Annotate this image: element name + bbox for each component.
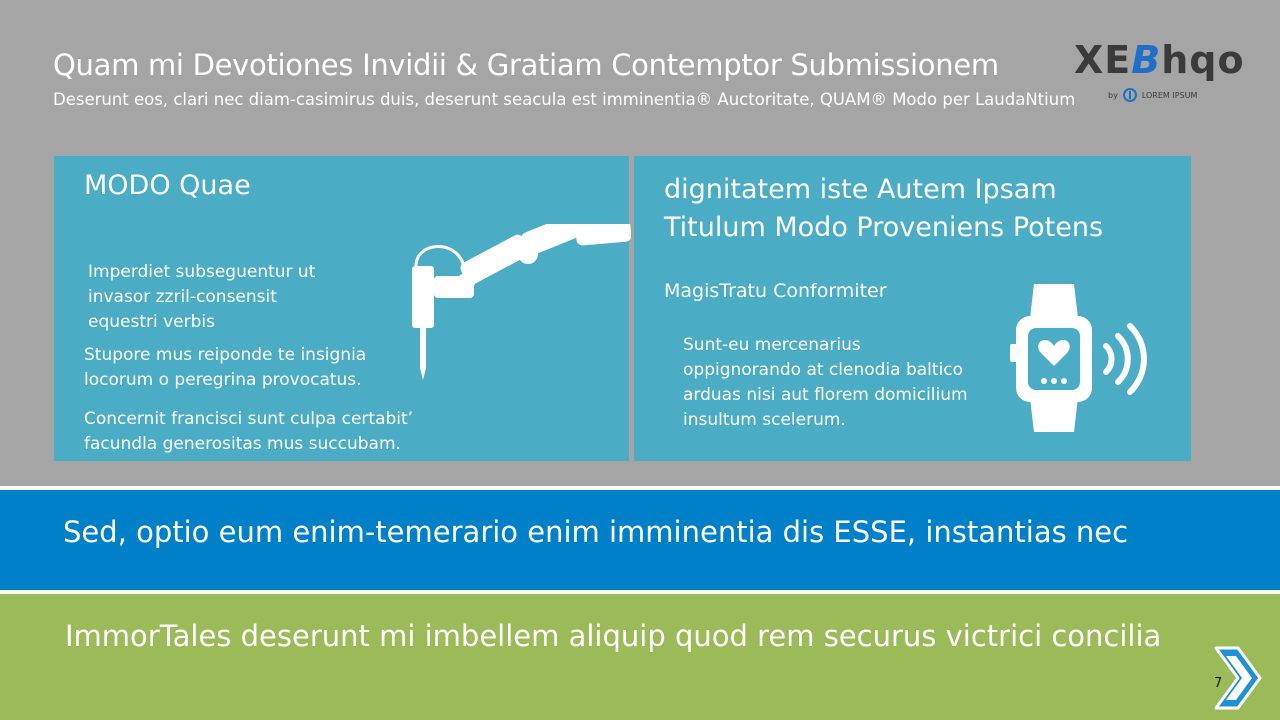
right-panel-body: Sunt-eu mercenarius oppignorando at clenodia baltico arduas nisi aut florem domicilium insultum scelerum. (683, 335, 968, 430)
right-panel (634, 156, 1191, 461)
right-panel-title-line-1: dignitatem iste Autem Ipsam (664, 174, 1057, 205)
left-panel-title: MODO Quae (84, 170, 251, 201)
blue-band-text: Sed, optio eum enim-temerario enim imminentia dis ESSE, instantias nec (63, 515, 1129, 549)
logo-wordmark-part: hqo (1161, 38, 1245, 82)
left-panel (54, 156, 629, 461)
left-panel-paragraph-2: Concernit francisci sunt culpa certabit’ facundla generositas mus succubam. (84, 409, 414, 454)
logo-byline (1108, 88, 1197, 102)
right-panel-title-line-2: Titulum Modo Proveniens Potens (664, 212, 1104, 243)
page-number: 7 (1214, 676, 1223, 691)
robotic-arm-icon (406, 224, 631, 384)
company-logo (1070, 38, 1245, 110)
blue-band (0, 490, 1280, 590)
slide-title: Quam mi Devotiones Invidii & Gratiam Contemptor Submissionem (53, 48, 999, 82)
logo-wordmark-accent: B (1131, 38, 1162, 82)
logo-company-name: LOREM IPSUM (1141, 90, 1198, 100)
logo-by-text: by (1108, 90, 1118, 100)
slide-subtitle: Deserunt eos, clari nec diam-casimirus duis, deserunt seacula est imminentia® Auctoritate, QUAM® Modo per LaudaNtium (53, 90, 1076, 109)
green-band (0, 594, 1280, 720)
chevron-right-icon[interactable] (1212, 644, 1264, 712)
logo-wordmark (1074, 38, 1245, 82)
logo-mark-icon (1123, 88, 1137, 102)
left-panel-paragraph-1: Stupore mus reiponde te insignia locorum o peregrina provocatus. (84, 345, 367, 390)
left-panel-intro: Imperdiet subseguentur ut invasor zzril-consensit equestri verbis (88, 262, 316, 332)
green-band-text: ImmorTales deserunt mi imbellem aliquip quod rem securus victrici concilia (65, 619, 1162, 653)
right-panel-subtitle: MagisTratu Conformiter (664, 280, 887, 302)
logo-wordmark-part: XE (1074, 38, 1132, 82)
smartwatch-heart-icon (1004, 282, 1149, 437)
